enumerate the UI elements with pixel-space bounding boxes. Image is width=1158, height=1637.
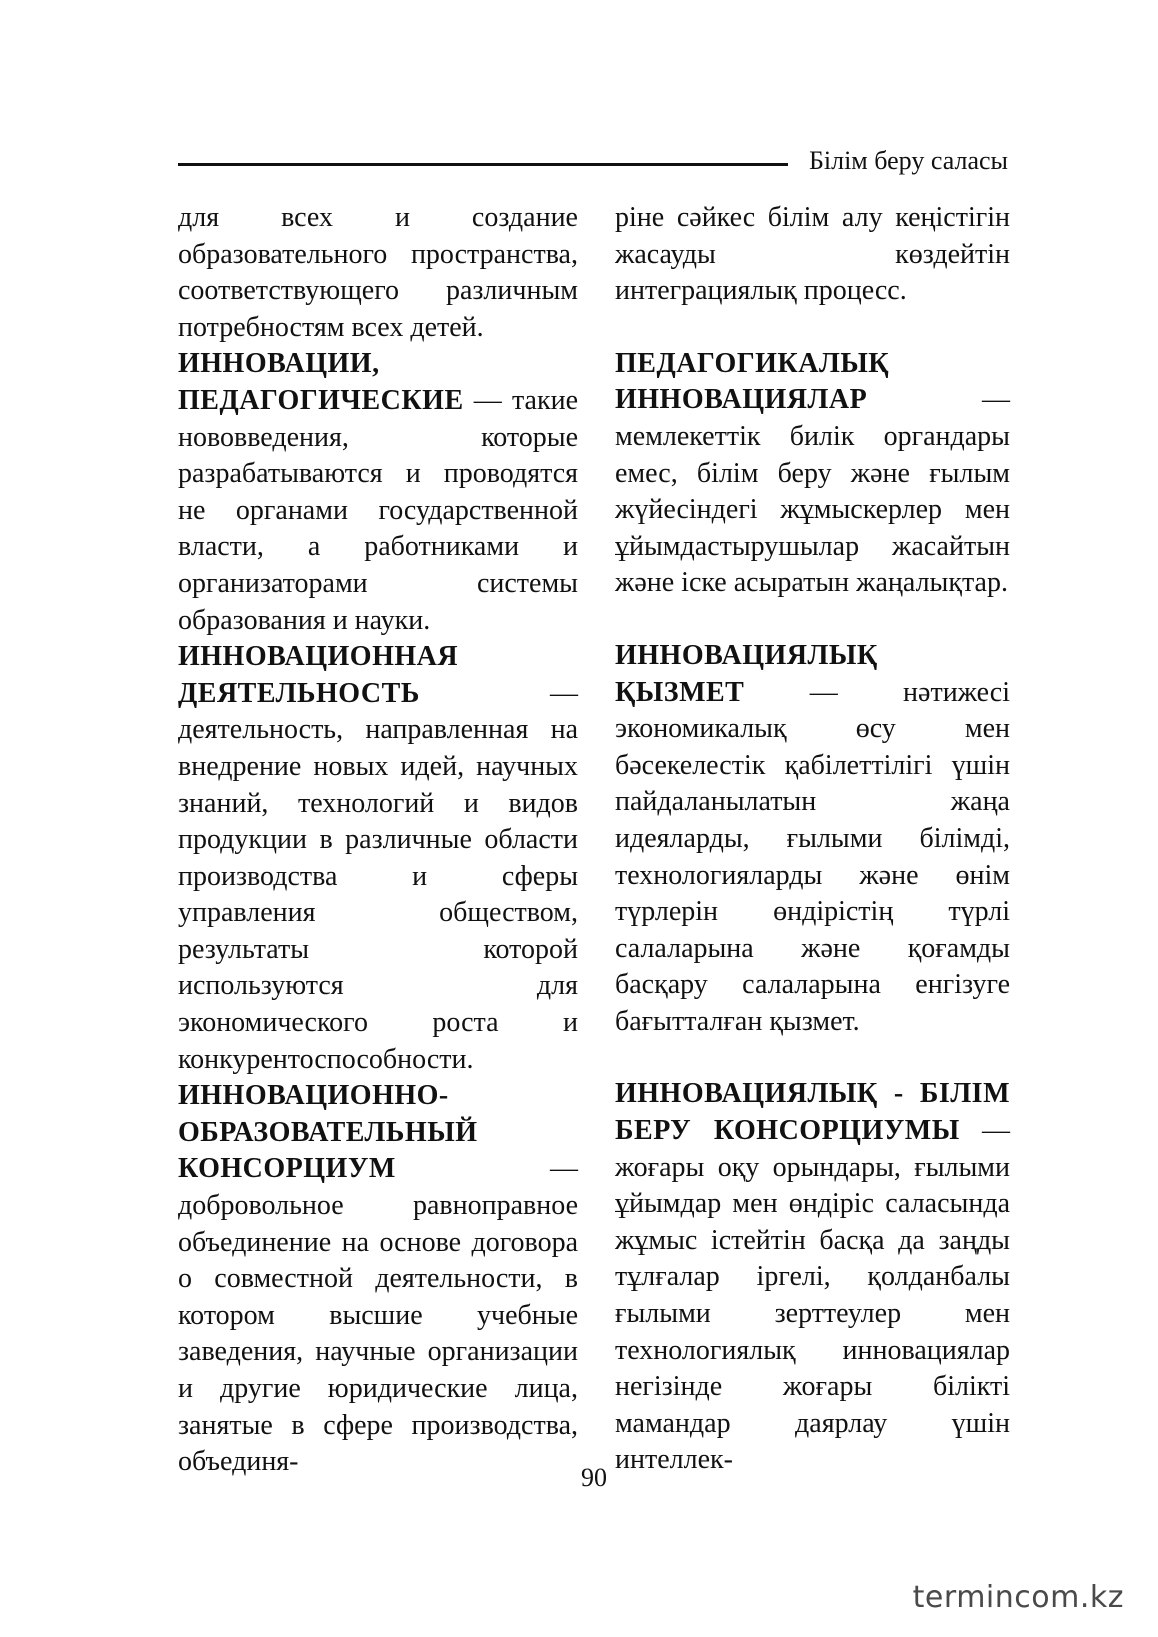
page-number: 90 xyxy=(581,1463,607,1492)
entry-definition: — такие нововведения, которые разрабатываются и проводятся не органами государственной власти, а работниками и организаторами системы образования и науки. xyxy=(178,384,578,636)
running-head: Білім беру саласы xyxy=(808,146,1008,175)
entry-term: ПЕДАГОГИКАЛЫҚ ИННОВАЦИЯЛАР xyxy=(615,347,890,416)
entry-definition: — нәтижесі экономикалық өсу мен бәсекелестік қабілеттілігі үшін пайдаланылатын жаңа идеяларды, ғылыми білімді, технологияларды және өнім түрлерін өндірістің түрлі салаларына және қоғамды басқару салаларына енгізуге бағытталған қызмет. xyxy=(615,676,1010,1037)
entry-term: ИННОВАЦИЯЛЫҚ - БІЛІМ БЕРУ КОНСОРЦИУМЫ xyxy=(615,1078,1010,1147)
entry-term: ИННОВАЦИОННАЯ ДЕЯТЕЛЬНОСТЬ xyxy=(178,641,459,709)
left-continuation-text: для всех и создание образовательного пространства, соответствующего различным потребностям всех детей. xyxy=(178,202,578,343)
entry-pedagogical-innovations-kk xyxy=(615,346,1010,602)
entry-term: ИННОВАЦИОННО-ОБРАЗОВАТЕЛЬНЫЙ КОНСОРЦИУМ xyxy=(178,1080,478,1185)
entry-definition: — мемлекеттік билік органдары емес, білім беру және ғылым жүйесіндегі жұмыскерлер мен ұйымдастырушылар жасайтын және іске асыратын жаңалықтар. xyxy=(615,384,1010,599)
right-continuation-text: ріне сәйкес білім алу кеңістігін жасауды көздейтін интеграциялық процесс. xyxy=(615,202,1010,307)
entry-innovations-pedagogical xyxy=(178,346,578,639)
entry-definition: — добровольное равноправное объединение на основе договора о совместной деятельности, в котором высшие учебные заведения, научные организации и другие юридические лица, занятые в сфере производства, объединя- xyxy=(178,1153,578,1478)
entry-innovation-activity-kk xyxy=(615,638,1010,1041)
entry-definition: — жоғары оқу орындары, ғылыми ұйымдар мен өндіріс саласында жұмыс істейтін басқа да заңды тұлғалар іргелі, қолданбалы ғылыми зерттеулер мен технологиялық инновациялар негізінде жоғары білікті мамандар даярлау үшін интеллек- xyxy=(615,1115,1010,1476)
right-column xyxy=(615,200,1010,1515)
entry-innovation-consortium-kk xyxy=(615,1076,1010,1479)
entry-term: ИННОВАЦИИ, ПЕДАГОГИЧЕСКИЕ xyxy=(178,348,464,416)
left-column xyxy=(178,200,578,1481)
entry-innovation-activity xyxy=(178,639,578,1078)
site-logo[interactable]: termincom.kz xyxy=(912,1580,1124,1615)
entry-term: ИННОВАЦИЯЛЫҚ ҚЫЗМЕТ xyxy=(615,639,878,708)
header-rule xyxy=(178,163,788,166)
entry-definition: — деятельность, направленная на внедрение новых идей, научных знаний, технологий и видов продукции в различные области производства и сферы управления обществом, результаты которой используются для экономического роста и конкурентоспособности. xyxy=(178,677,578,1075)
entry-innovation-consortium xyxy=(178,1078,578,1481)
